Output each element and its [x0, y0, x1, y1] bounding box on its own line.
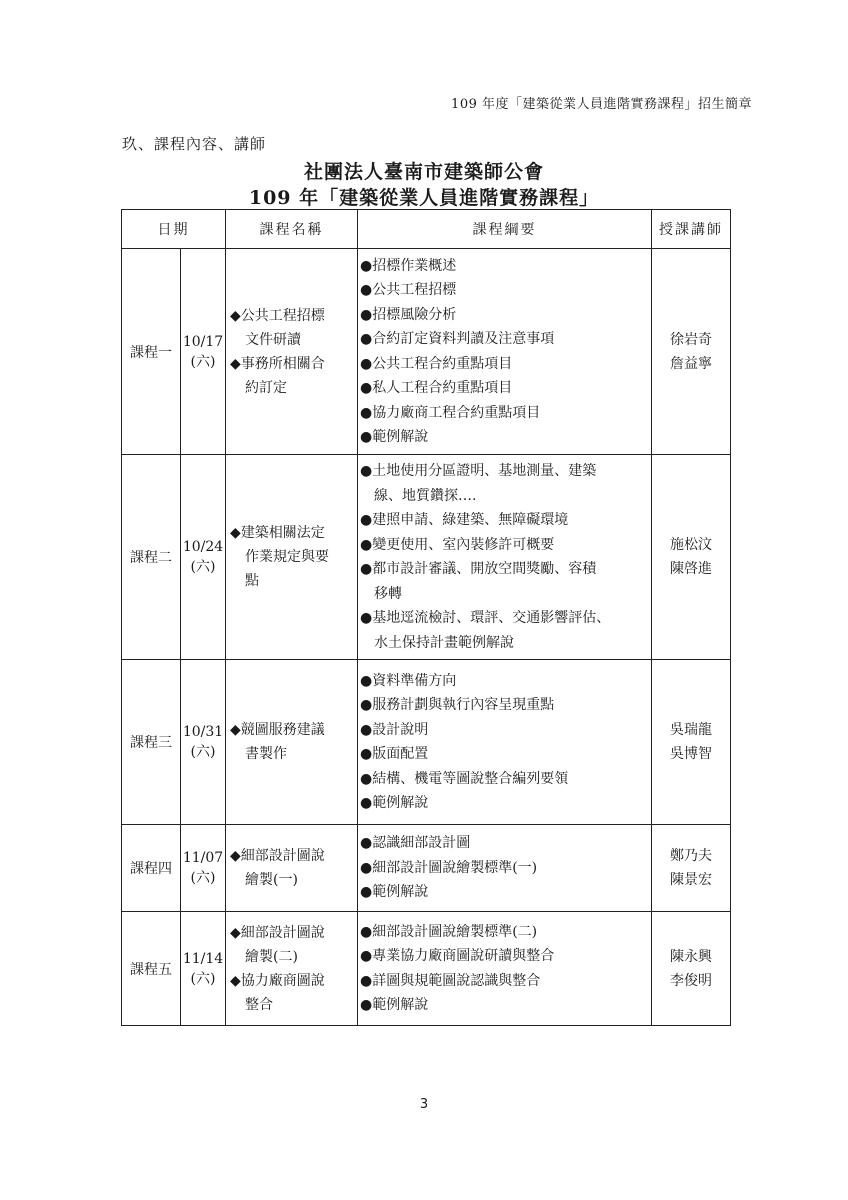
instructor-name: 陳景宏	[670, 872, 712, 888]
course-outline-cell	[358, 249, 652, 455]
outline-item: ●協力廠商工程合約重點項目	[360, 404, 541, 421]
course-label: 課程四	[122, 825, 181, 912]
course-date: 11/07	[182, 850, 224, 866]
outline-item: ●結構、機電等圖說整合編列要領	[360, 770, 569, 787]
course-name-line: 繪製(二)	[245, 948, 298, 965]
outline-item: ●版面配置	[360, 746, 429, 762]
course-weekday: (六)	[190, 744, 216, 760]
outline-item: ●細部設計圖說繪製標準(二)	[360, 923, 538, 940]
course-weekday: (六)	[190, 353, 216, 370]
outline-item: ●範例解說	[360, 429, 429, 445]
course-name-line: ◆公共工程招標	[230, 307, 325, 324]
course-name-line: ◆細部設計圖說	[230, 848, 325, 864]
course-date: 10/24	[182, 539, 224, 555]
course-date-cell	[181, 912, 226, 1026]
course-name-cell	[226, 455, 358, 660]
running-header: 109 年度「建築從業人員進階實務課程」招生簡章	[451, 97, 752, 112]
outline-item: ●土地使用分區證明、基地測量、建築	[360, 463, 597, 479]
course-label: 課程三	[122, 660, 181, 825]
outline-item-continuation: 線、地質鑽探….	[374, 487, 477, 504]
course-name-cell	[226, 912, 358, 1026]
instructor-name: 吳博智	[670, 746, 712, 762]
course-date-cell	[181, 825, 226, 912]
course-date-cell	[181, 455, 226, 660]
course-name-line: 約訂定	[245, 379, 287, 396]
course-label: 課程五	[122, 912, 181, 1026]
course-outline-cell	[358, 912, 652, 1026]
instructor-name: 李俊明	[670, 972, 712, 989]
course-name-line: 文件研讀	[245, 331, 301, 348]
table-row	[122, 912, 731, 1026]
course-label: 課程二	[122, 455, 181, 660]
course-weekday: (六)	[190, 559, 216, 575]
table-row	[122, 455, 731, 660]
course-date-cell	[181, 660, 226, 825]
course-name-line: 作業規定與要	[245, 549, 329, 565]
outline-item: ●專業協力廠商圖說研讀與整合	[360, 948, 555, 964]
course-schedule-table	[121, 209, 731, 1026]
instructor-name: 徐岩奇	[670, 331, 712, 348]
outline-item: ●細部設計圖說繪製標準(一)	[360, 859, 538, 876]
instructor-name: 陳永興	[670, 948, 712, 965]
course-name-line: ◆細部設計圖說	[230, 924, 325, 941]
course-name-line: 書製作	[245, 746, 287, 762]
page-number: 3	[419, 1097, 429, 1112]
course-name-line: 整合	[245, 996, 273, 1013]
course-name-line: ◆競圖服務建議	[230, 722, 325, 738]
document-title-organization: 社團法人臺南市建築師公會	[303, 161, 544, 183]
course-label: 課程一	[122, 249, 181, 455]
table-row	[122, 249, 731, 455]
header-outline: 課程綱要	[358, 210, 652, 249]
instructor-name: 鄭乃夫	[670, 848, 712, 864]
instructor-cell	[652, 660, 731, 825]
outline-item: ●服務計劃與執行內容呈現重點	[360, 697, 555, 713]
course-name-line: ◆協力廠商圖說	[230, 972, 325, 989]
outline-item: ●變更使用、室內裝修許可概要	[360, 536, 555, 553]
outline-item: ●範例解說	[360, 884, 429, 901]
header-instructor: 授課講師	[652, 210, 731, 249]
instructor-cell	[652, 249, 731, 455]
instructor-cell	[652, 912, 731, 1026]
outline-item: ●都市設計審議、開放空間獎勵、容積	[360, 561, 597, 577]
outline-item: ●公共工程招標	[360, 282, 457, 298]
course-name-cell	[226, 249, 358, 455]
course-outline-cell	[358, 825, 652, 912]
header-date: 日期	[122, 210, 226, 249]
instructor-name: 吳瑞龍	[670, 722, 712, 738]
course-weekday: (六)	[190, 970, 216, 987]
course-name-cell	[226, 660, 358, 825]
outline-item: ●公共工程合約重點項目	[360, 355, 513, 372]
course-name-line: 繪製(一)	[245, 872, 298, 888]
instructor-cell	[652, 455, 731, 660]
outline-item: ●合約訂定資料判讀及注意事項	[360, 331, 555, 347]
instructor-cell	[652, 825, 731, 912]
course-name-cell	[226, 825, 358, 912]
course-date: 10/17	[182, 333, 224, 350]
outline-item: ●範例解說	[360, 795, 429, 811]
outline-item: ●認識細部設計圖	[360, 835, 471, 852]
outline-item: ●招標作業概述	[360, 257, 457, 274]
outline-item: ●招標風險分析	[360, 306, 457, 323]
instructor-name: 陳啓進	[670, 561, 712, 577]
course-outline-cell	[358, 660, 652, 825]
outline-item: ●詳圖與規範圖說認識與整合	[360, 972, 541, 989]
table-header-row	[122, 210, 731, 249]
outline-item: ●私人工程合約重點項目	[360, 380, 513, 396]
course-date-cell	[181, 249, 226, 455]
course-name-line: ◆事務所相關合	[230, 355, 325, 372]
table-row	[122, 825, 731, 912]
course-name-line: 點	[245, 573, 259, 589]
instructor-name: 施松汶	[670, 537, 712, 553]
table-row	[122, 660, 731, 825]
course-date: 11/14	[182, 950, 224, 967]
outline-item-continuation: 移轉	[374, 585, 402, 602]
instructor-name: 詹益寧	[670, 355, 712, 372]
outline-item-continuation: 水土保持計畫範例解說	[374, 634, 514, 651]
outline-item: ●範例解說	[360, 997, 429, 1013]
outline-item: ●設計說明	[360, 721, 429, 738]
outline-item: ●資料準備方向	[360, 672, 457, 689]
course-outline-cell	[358, 455, 652, 660]
course-weekday: (六)	[190, 870, 216, 886]
document-title-program: 109 年「建築從業人員進階實務課程」	[248, 187, 600, 209]
outline-item: ●基地逕流檢討、環評、交通影響評估、	[360, 610, 611, 626]
section-heading: 玖、課程內容、講師	[122, 135, 267, 153]
course-name-line: ◆建築相關法定	[230, 525, 325, 541]
course-date: 10/31	[182, 724, 224, 740]
outline-item: ●建照申請、綠建築、無障礙環境	[360, 512, 569, 528]
header-course-name: 課程名稱	[226, 210, 358, 249]
